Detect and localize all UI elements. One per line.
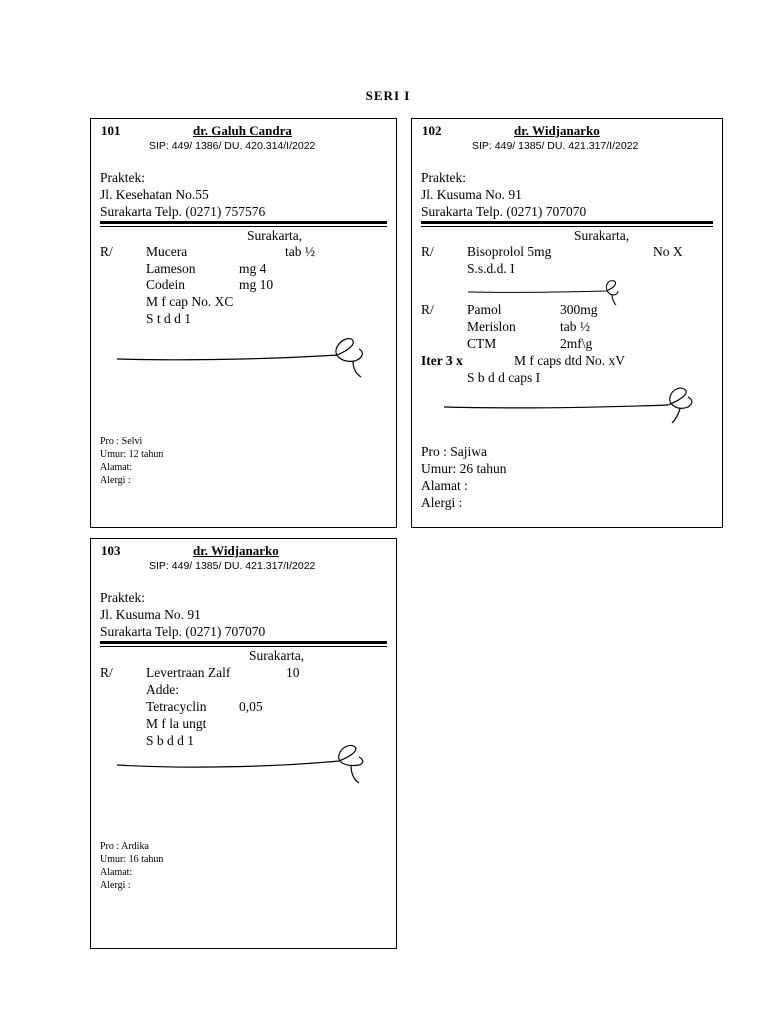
doctor-name: dr. Widjanarko (514, 123, 600, 138)
header-divider (100, 646, 387, 647)
patient-address: Alamat: (100, 867, 133, 878)
patient-name: Pro : Ardika (100, 841, 149, 852)
header-divider (421, 221, 713, 224)
signature-icon (442, 385, 702, 430)
patient-address: Alamat : (421, 478, 468, 493)
practice-address: Jl. Kusuma No. 91 (100, 607, 201, 622)
instruction-line: S t d d 1 (146, 311, 192, 326)
practice-address: Jl. Kusuma No. 91 (421, 187, 522, 202)
drug-name: Mucera (146, 244, 188, 259)
patient-name: Pro : Sajiwa (421, 444, 487, 459)
place-date: Surakarta, (247, 228, 303, 243)
card-number: 102 (422, 123, 442, 138)
patient-age: Umur: 26 tahun (421, 461, 507, 476)
sip-number: SIP: 449/ 1386/ DU. 420.314/I/2022 (149, 140, 316, 152)
practice-city-phone: Surakarta Telp. (0271) 707070 (100, 624, 266, 639)
praktek-label: Praktek: (421, 170, 466, 185)
drug-name: Levertraan Zalf (146, 665, 231, 680)
signa-line: S.s.d.d. I (467, 261, 515, 276)
patient-age: Umur: 16 tahun (100, 854, 164, 865)
instruction-line: S b d d 1 (146, 733, 195, 748)
place-date: Surakarta, (249, 648, 305, 663)
recipe-sign: R/ (421, 244, 434, 259)
instruction-line: M f cap No. XC (146, 294, 234, 309)
drug-name: Merislon (467, 319, 516, 334)
drug-dose: 10 (286, 665, 300, 680)
doctor-name: dr. Widjanarko (193, 543, 279, 558)
patient-allergy: Alergi : (100, 475, 131, 486)
header-divider (100, 221, 387, 224)
recipe-sign: R/ (100, 665, 113, 680)
place-date: Surakarta, (574, 228, 630, 243)
drug-dose: 300mg (560, 302, 598, 317)
drug-name: Tetracyclin (146, 699, 207, 714)
patient-address: Alamat: (100, 462, 133, 473)
praktek-label: Praktek: (100, 170, 145, 185)
sip-number: SIP: 449/ 1385/ DU. 421.317/I/2022 (472, 140, 639, 152)
patient-name: Pro : Selvi (100, 436, 143, 447)
recipe-sign: R/ (100, 244, 113, 259)
praktek-label: Praktek: (100, 590, 145, 605)
instruction-line: M f la ungt (146, 716, 207, 731)
instruction-line: S b d d caps I (467, 370, 541, 385)
drug-dose: tab ½ (560, 319, 590, 334)
signature-icon (115, 745, 375, 795)
header-divider (421, 226, 713, 227)
header-divider (100, 226, 387, 227)
card-number: 101 (101, 123, 121, 138)
practice-city-phone: Surakarta Telp. (0271) 757576 (100, 204, 266, 219)
card-number: 103 (101, 543, 121, 558)
instruction-line: M f caps dtd No. xV (514, 353, 625, 368)
patient-age: Umur: 12 tahun (100, 449, 164, 460)
prescription-card-103 (90, 538, 397, 949)
drug-dose: mg 4 (239, 261, 267, 276)
drug-dose: mg 10 (239, 277, 274, 292)
drug-name: Codein (146, 277, 185, 292)
drug-dose: 0,05 (239, 699, 263, 714)
drug-dose: 2mf\g (560, 336, 593, 351)
drug-name: Adde: (146, 682, 179, 697)
prescription-card-102 (411, 118, 723, 528)
drug-name: CTM (467, 336, 497, 351)
signature-icon (115, 337, 375, 382)
patient-allergy: Alergi : (421, 495, 463, 510)
drug-quantity: No X (653, 244, 683, 259)
iter-label: Iter 3 x (421, 353, 463, 368)
doctor-name: dr. Galuh Candra (193, 123, 292, 138)
drug-dose: tab ½ (285, 244, 315, 259)
drug-name: Lameson (146, 261, 196, 276)
prescription-card-101 (90, 118, 397, 528)
sip-number: SIP: 449/ 1385/ DU. 421.317/I/2022 (149, 560, 316, 572)
drug-name: Pamol (467, 302, 502, 317)
header-divider (100, 641, 387, 644)
patient-allergy: Alergi : (100, 880, 131, 891)
page-title: SERI I (365, 88, 411, 103)
practice-address: Jl. Kesehatan No.55 (100, 187, 209, 202)
recipe-sign: R/ (421, 302, 434, 317)
practice-city-phone: Surakarta Telp. (0271) 707070 (421, 204, 587, 219)
drug-name: Bisoprolol 5mg (467, 244, 552, 259)
